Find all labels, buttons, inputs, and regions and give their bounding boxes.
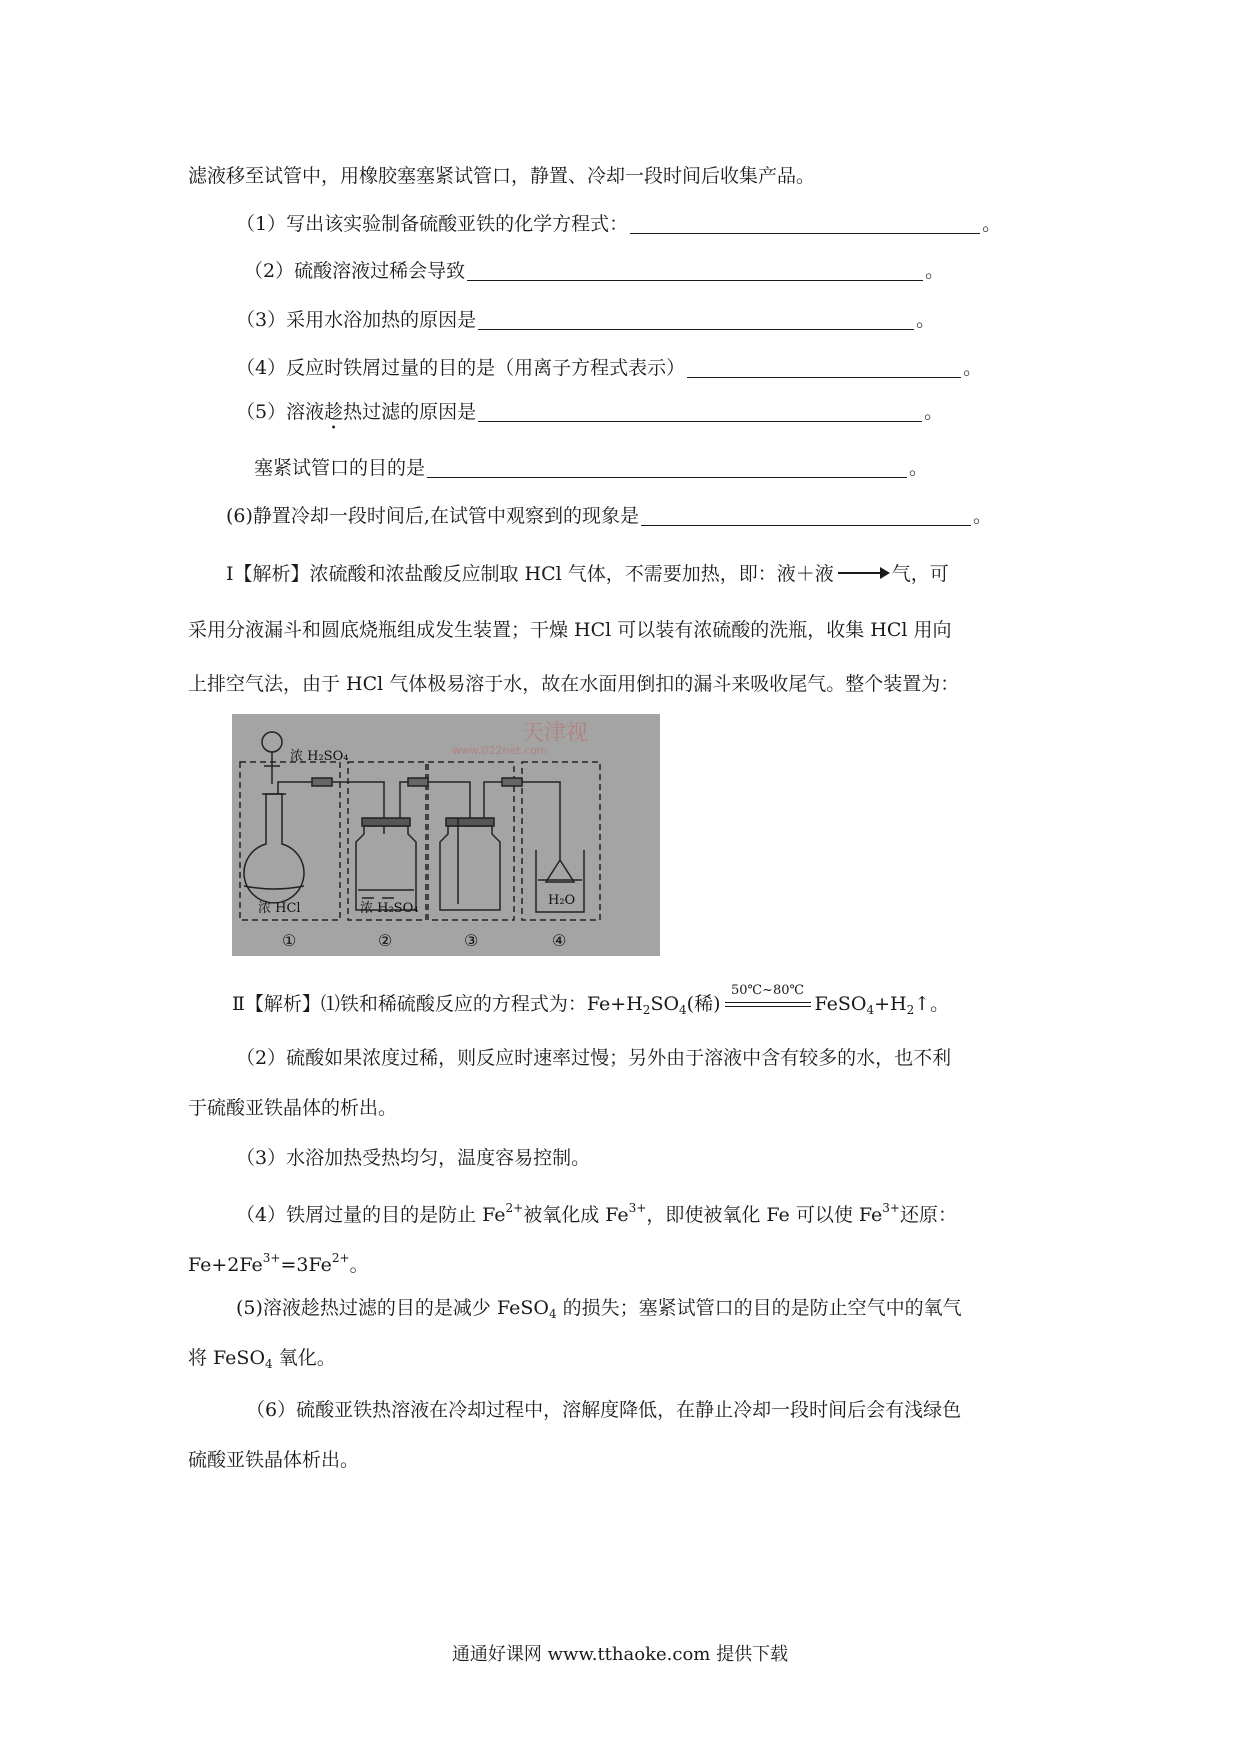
analysis-text: (5)溶液趁热过滤的目的是减少 FeSO xyxy=(236,1297,549,1319)
analysis-text: +H xyxy=(874,993,907,1015)
question-text: （1）写出该实验制备硫酸亚铁的化学方程式： xyxy=(236,213,629,235)
superscript: 2+ xyxy=(331,1251,350,1265)
paragraph-line: 滤液移至试管中，用橡胶塞塞紧试管口，静置、冷却一段时间后收集产品。 xyxy=(188,165,816,187)
superscript: 3+ xyxy=(882,1201,900,1215)
subscript: 2 xyxy=(906,1003,915,1017)
question-text: 热过滤的原因是 xyxy=(343,401,477,423)
analysis-2-p5-line-1 xyxy=(236,1294,962,1328)
analysis-text: 将 FeSO xyxy=(188,1347,266,1369)
subscript: 4 xyxy=(679,1003,687,1017)
funnel-bulb xyxy=(262,732,282,752)
condition-text: 50℃~80℃ xyxy=(730,983,805,998)
analysis-text: （4）铁屑过量的目的是防止 Fe xyxy=(236,1204,506,1226)
question-text: 塞紧试管口的目的是 xyxy=(254,457,426,479)
analysis-1-line-2: 采用分液漏斗和圆底烧瓶组成发生装置；干燥 HCl 可以装有浓硫酸的洗瓶，收集 HCl 用向 xyxy=(188,619,952,641)
analysis-1-line-3: 上排空气法，由于 HCl 气体极易溶于水，故在水面用倒扣的漏斗来吸收尾气。整个装置为： xyxy=(188,673,960,695)
emphasized-char: 趁 xyxy=(324,401,344,423)
answer-blank xyxy=(630,213,980,234)
label-bottle1: 浓 H₂SO₄ xyxy=(360,901,419,916)
question-4 xyxy=(236,354,982,382)
watermark-url: www.022net.com xyxy=(452,744,548,757)
subscript: 4 xyxy=(548,1307,557,1321)
analysis-2-p4-line-1 xyxy=(236,1194,957,1229)
analysis-text: ，即使被氧化 Fe 可以使 Fe xyxy=(646,1204,883,1226)
period: 。 xyxy=(909,457,929,479)
answer-blank xyxy=(427,457,907,478)
rubber-joint xyxy=(312,778,332,786)
answer-blank xyxy=(467,260,923,281)
label-beaker: H₂O xyxy=(548,893,576,908)
question-5 xyxy=(236,398,943,434)
watermark-site: 天津视 xyxy=(522,721,589,746)
analysis-2-p3: （3）水浴加热受热均匀，温度容易控制。 xyxy=(236,1147,591,1169)
analysis-text: SO xyxy=(650,993,680,1015)
analysis-2-p2-line-2: 于硫酸亚铁晶体的析出。 xyxy=(188,1097,398,1119)
answer-blank xyxy=(478,309,914,330)
apparatus-figure xyxy=(232,714,660,956)
question-5b xyxy=(254,454,928,482)
unit-number-2: ② xyxy=(378,931,393,950)
period: 。 xyxy=(916,309,936,331)
collecting-bottle xyxy=(440,826,500,910)
analysis-text: =3Fe xyxy=(280,1254,332,1276)
analysis-text: Fe+2Fe xyxy=(188,1254,263,1276)
analysis-2-p6-line-1: （6）硫酸亚铁热溶液在冷却过程中，溶解度降低，在静止冷却一段时间后会有浅绿色 xyxy=(246,1399,962,1421)
answer-blank xyxy=(641,505,971,526)
analysis-2-p5-line-2 xyxy=(188,1344,336,1378)
reaction-condition xyxy=(725,983,811,1018)
superscript: 3+ xyxy=(628,1201,647,1215)
superscript: 2+ xyxy=(505,1201,524,1215)
analysis-text: 的损失；塞紧试管口的目的是防止空气中的氧气 xyxy=(556,1297,962,1319)
analysis-text: 氧化。 xyxy=(272,1347,336,1369)
analysis-text: Ⅰ【解析】浓硫酸和浓盐酸反应制取 HCl 气体，不需要加热，即：液＋液 xyxy=(226,563,834,585)
superscript: 3+ xyxy=(262,1251,281,1265)
analysis-text: Ⅱ【解析】⑴铁和稀硫酸反应的方程式为：Fe+H xyxy=(232,993,643,1015)
question-3 xyxy=(236,306,935,334)
question-text: (6)静置冷却一段时间后,在试管中观察到的现象是 xyxy=(226,505,639,527)
analysis-text: 气，可 xyxy=(891,563,949,585)
question-6 xyxy=(226,502,992,530)
subscript: 2 xyxy=(642,1003,651,1017)
label-flask: 浓 HCl xyxy=(258,901,301,916)
unit-number-3: ③ xyxy=(464,931,479,950)
period: 。 xyxy=(925,260,945,282)
analysis-text: ↑。 xyxy=(914,993,950,1015)
subscript: 4 xyxy=(866,1003,875,1017)
analysis-text: (稀) xyxy=(686,993,721,1015)
question-text: （4）反应时铁屑过量的目的是（用离子方程式表示） xyxy=(236,357,686,379)
unit-number-1: ① xyxy=(282,931,297,950)
answer-blank xyxy=(687,357,961,378)
question-text: （2）硫酸溶液过稀会导致 xyxy=(244,260,466,282)
subscript: 4 xyxy=(265,1357,273,1371)
period: 。 xyxy=(972,505,992,527)
unit-number-4: ④ xyxy=(552,931,567,950)
question-text: （3）采用水浴加热的原因是 xyxy=(236,309,477,331)
footer-credit: 通通好课网 www.tthaoke.com 提供下载 xyxy=(451,1644,789,1665)
round-flask xyxy=(244,794,304,903)
analysis-2-p6-line-2: 硫酸亚铁晶体析出。 xyxy=(188,1449,360,1471)
analysis-2-p4-line-2 xyxy=(188,1244,369,1279)
question-2 xyxy=(244,257,944,285)
period: 。 xyxy=(963,357,983,379)
answer-blank xyxy=(478,401,922,422)
analysis-text: 还原： xyxy=(899,1204,957,1226)
apparatus-diagram xyxy=(232,714,660,956)
arrow-icon xyxy=(838,572,888,574)
period: 。 xyxy=(982,213,1002,235)
analysis-text: 。 xyxy=(349,1254,369,1276)
analysis-1-line-1 xyxy=(226,560,949,588)
question-text: （5）溶液 xyxy=(236,401,325,423)
analysis-text: 被氧化成 Fe xyxy=(523,1204,629,1226)
analysis-text: FeSO xyxy=(814,993,867,1015)
label-top-acid: 浓 H₂SO₄ xyxy=(290,749,349,764)
inverted-funnel xyxy=(546,860,574,882)
analysis-2-line-1 xyxy=(232,983,950,1024)
period: 。 xyxy=(924,401,944,423)
analysis-2-p2-line-1: （2）硫酸如果浓度过稀，则反应时速率过慢；另外由于溶液中含有较多的水，也不利 xyxy=(236,1047,952,1069)
question-1 xyxy=(236,210,1001,238)
